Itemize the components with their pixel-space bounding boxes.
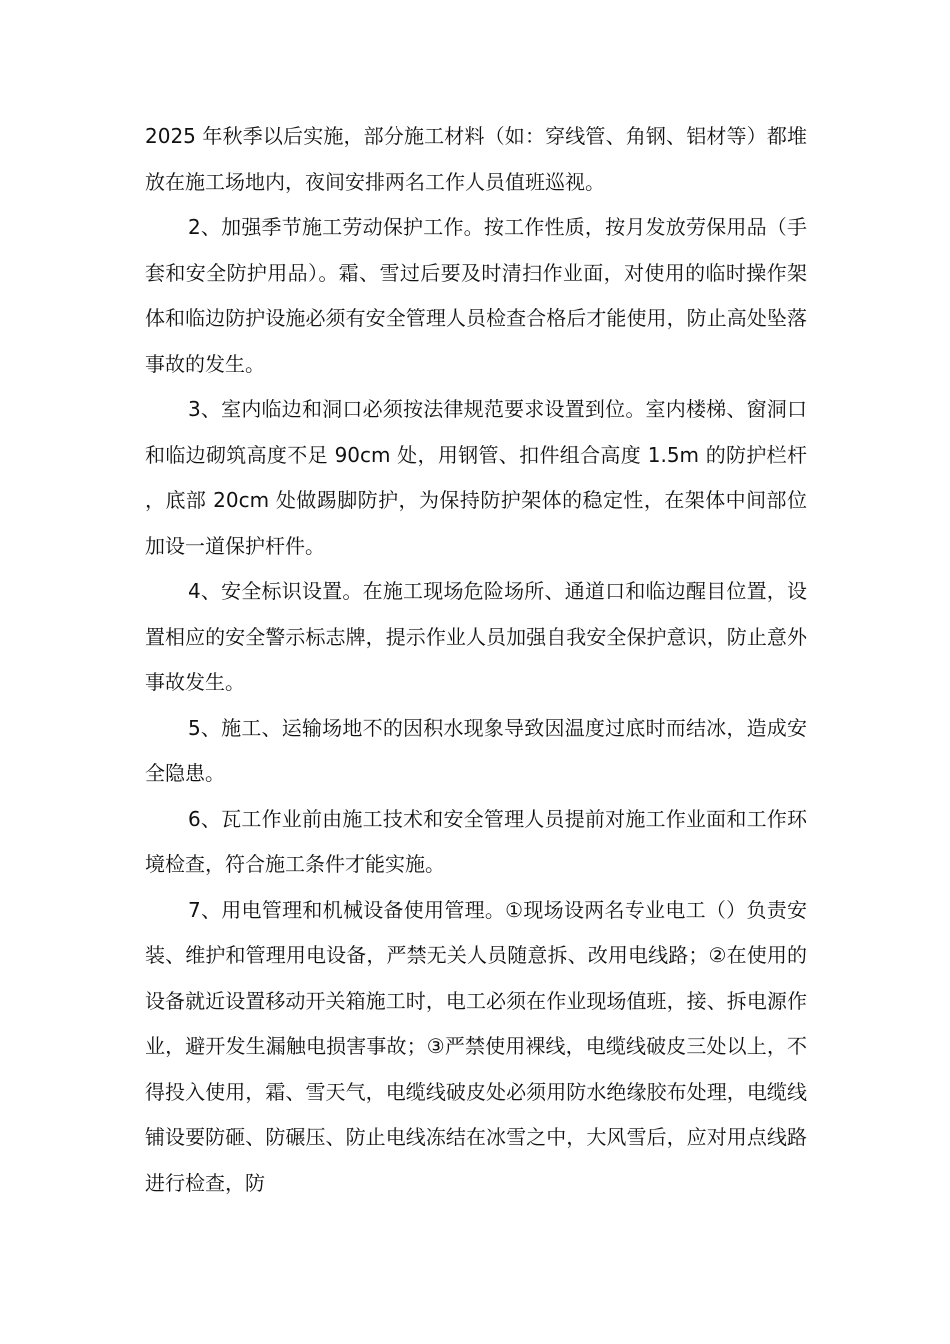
paragraph-item-3: 3、室内临边和洞口必须按法律规范要求设置到位。室内楼梯、窗洞口和临边砌筑高度不足 90cm 处，用钢管、扣件组合高度 1.5m 的防护栏杆，底部 20cm 处做踢脚防护，为保持防护架体的稳定性，在架体中间部位加设一道保护杆件。 xyxy=(145,397,807,558)
paragraph-item-5: 5、施工、运输场地不的因积水现象导致因温度过底时而结冰，造成安全隐患。 xyxy=(145,715,807,785)
paragraph-continuation: 2025 年秋季以后实施，部分施工材料（如：穿线管、角钢、铝材等）都堆放在施工场地内，夜间安排两名工作人员值班巡视。 xyxy=(145,124,807,194)
document-body xyxy=(145,114,807,1206)
paragraph-item-7: 7、用电管理和机械设备使用管理。①现场设两名专业电工（）负责安装、维护和管理用电设备，严禁无关人员随意拆、改用电线路；②在使用的设备就近设置移动开关箱施工时，电工必须在作业现场值班，接、拆电源作业，避开发生漏触电损害事故；③严禁使用裸线，电缆线破皮三处以上，不得投入使用，霜、雪天气，电缆线破皮处必须用防水绝缘胶布处理，电缆线铺设要防砸、防碾压、防止电线冻结在冰雪之中，大风雪后，应对用点线路进行检查，防 xyxy=(145,897,807,1195)
paragraph-item-4: 4、安全标识设置。在施工现场危险场所、通道口和临边醒目位置，设置相应的安全警示标志牌，提示作业人员加强自我安全保护意识，防止意外事故发生。 xyxy=(145,579,807,694)
paragraph-item-6: 6、瓦工作业前由施工技术和安全管理人员提前对施工作业面和工作环境检查，符合施工条件才能实施。 xyxy=(145,806,807,876)
paragraph-item-2: 2、加强季节施工劳动保护工作。按工作性质，按月发放劳保用品（手套和安全防护用品）。霜、雪过后要及时清扫作业面，对使用的临时操作架体和临边防护设施必须有安全管理人员检查合格后才能使用，防止高处坠落事故的发生。 xyxy=(145,215,807,376)
